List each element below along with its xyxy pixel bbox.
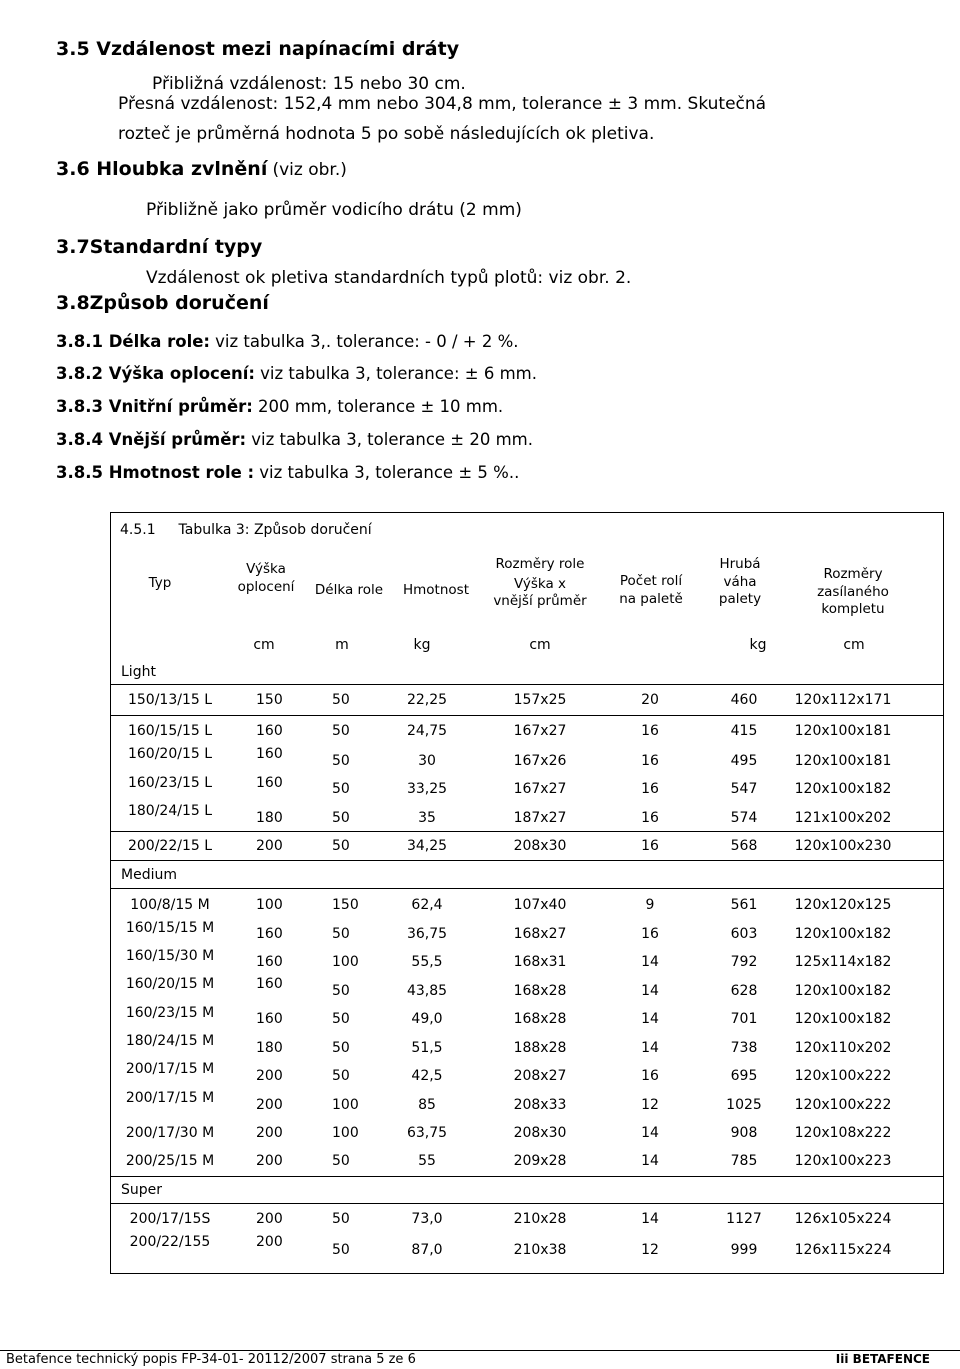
cell-typ: 160/15/30 M [125, 948, 215, 964]
item-3-8-1 [56, 332, 519, 351]
cell-rozmery: 167x27 [513, 781, 567, 797]
cell-hruba: 460 [730, 692, 758, 708]
cell-hmotnost: 55,5 [411, 954, 443, 970]
cell-delka: 50 [332, 692, 350, 708]
cell-vyska: 160 [256, 1011, 283, 1027]
cell-rozmery: 157x25 [513, 692, 567, 708]
item-value: viz tabulka 3,. tolerance: - 0 / + 2 %. [215, 332, 519, 351]
cell-vyska: 160 [256, 954, 283, 970]
cell-vyska: 180 [256, 810, 283, 826]
cell-delka: 50 [332, 926, 350, 942]
cell-typ: 160/20/15 M [125, 976, 215, 992]
cell-rozmery: 188x28 [513, 1040, 567, 1056]
cell-rozmery: 208x30 [513, 1125, 567, 1141]
cell-vyska: 200 [256, 1068, 283, 1084]
cell-hruba: 1025 [726, 1097, 762, 1113]
section-3-6-title: 3.6 Hloubka zvlnění [56, 158, 268, 180]
cell-typ: 200/25/15 M [125, 1153, 215, 1169]
cell-typ: 100/8/15 M [130, 897, 210, 913]
cell-vyska: 200 [256, 1234, 283, 1250]
cell-delka: 50 [332, 1211, 350, 1227]
cell-delka: 50 [332, 1153, 350, 1169]
cell-hruba: 701 [730, 1011, 758, 1027]
unit-rozmery: cm [529, 637, 551, 653]
cell-rozmery: 107x40 [513, 897, 567, 913]
cell-hmotnost: 62,4 [411, 897, 443, 913]
cell-typ: 200/22/155 [129, 1234, 211, 1250]
cell-delka: 50 [332, 810, 350, 826]
cell-hruba: 908 [730, 1125, 758, 1141]
cell-vyska: 160 [256, 976, 283, 992]
col-header-rozmery-line1: Rozměry role [495, 556, 585, 572]
cell-komplet: 121x100x202 [794, 810, 892, 826]
cell-hruba: 547 [730, 781, 758, 797]
item-3-8-2 [56, 364, 537, 383]
section-3-6-heading [56, 158, 347, 180]
cell-komplet: 120x100x222 [794, 1097, 892, 1113]
col-header-rozmery [482, 556, 598, 611]
cell-delka: 100 [332, 954, 359, 970]
col-header-komplet-line3: kompletu [821, 601, 885, 618]
cell-komplet: 120x108x222 [794, 1125, 892, 1141]
cell-rozmery: 167x27 [513, 723, 567, 739]
cell-rozmery: 208x33 [513, 1097, 567, 1113]
cell-pocet: 14 [641, 1125, 659, 1141]
footer-text: Betafence technický popis FP-34-01- 20112/2007 strana 5 ze 6 [6, 1352, 416, 1367]
cell-komplet: 120x100x182 [794, 926, 892, 942]
cell-komplet: 126x115x224 [794, 1242, 892, 1258]
table-caption-number: 4.5.1 [120, 522, 156, 538]
item-value: viz tabulka 3, tolerance ± 20 mm. [251, 430, 533, 449]
footer-logo-text: Iii BETAFENCE [835, 1352, 930, 1366]
table-divider [110, 888, 944, 889]
cell-typ: 160/15/15 L [127, 723, 213, 739]
col-header-delka: Délka role [314, 582, 384, 598]
cell-typ: 180/24/15 M [125, 1033, 215, 1049]
col-header-typ: Typ [148, 575, 172, 591]
category-light: Light [121, 664, 156, 680]
col-header-pocet-line2: na paletě [619, 590, 683, 607]
cell-vyska: 100 [256, 897, 283, 913]
cell-typ: 160/23/15 L [127, 775, 213, 791]
item-label: 3.8.2 Výška oplocení: [56, 364, 256, 383]
cell-hmotnost: 42,5 [411, 1068, 443, 1084]
footer-divider [0, 1350, 960, 1351]
cell-vyska: 160 [256, 926, 283, 942]
cell-delka: 50 [332, 838, 350, 854]
cell-komplet: 120x100x230 [794, 838, 892, 854]
cell-typ: 200/17/30 M [125, 1125, 215, 1141]
unit-hruba: kg [749, 637, 767, 653]
col-header-hruba-line2: váha [723, 573, 757, 590]
cell-hruba: 738 [730, 1040, 758, 1056]
cell-rozmery: 209x28 [513, 1153, 567, 1169]
cell-komplet: 125x114x182 [794, 954, 892, 970]
cell-rozmery: 168x31 [513, 954, 567, 970]
cell-pocet: 14 [641, 1153, 659, 1169]
cell-hruba: 1127 [726, 1211, 762, 1227]
cell-hruba: 785 [730, 1153, 758, 1169]
cell-typ: 200/17/15 M [125, 1090, 215, 1106]
cell-pocet: 14 [641, 1011, 659, 1027]
cell-typ: 200/22/15 L [127, 838, 213, 854]
cell-vyska: 200 [256, 1097, 283, 1113]
cell-hmotnost: 33,25 [406, 781, 448, 797]
cell-komplet: 120x120x125 [794, 897, 892, 913]
cell-komplet: 126x105x224 [794, 1211, 892, 1227]
section-3-8-title: 3.8Způsob doručení [56, 292, 269, 314]
cell-hmotnost: 43,85 [406, 983, 448, 999]
cell-typ: 150/13/15 L [127, 692, 213, 708]
cell-rozmery: 168x28 [513, 1011, 567, 1027]
cell-komplet: 120x110x202 [794, 1040, 892, 1056]
cell-vyska: 160 [256, 723, 283, 739]
cell-pocet: 16 [641, 781, 659, 797]
col-header-vyska-line1: Výška [246, 561, 286, 577]
cell-vyska: 150 [256, 692, 283, 708]
cell-hmotnost: 87,0 [411, 1242, 443, 1258]
cell-pocet: 16 [641, 723, 659, 739]
cell-typ: 160/20/15 L [127, 746, 213, 762]
cell-komplet: 120x112x171 [794, 692, 892, 708]
col-header-hmotnost: Hmotnost [403, 582, 469, 598]
cell-delka: 100 [332, 1097, 359, 1113]
table-divider [110, 1176, 944, 1177]
cell-hmotnost: 36,75 [406, 926, 448, 942]
section-3-5-title: 3.5 Vzdálenost mezi napínacími dráty [56, 38, 460, 60]
item-label: 3.8.4 Vnější průměr: [56, 430, 247, 449]
cell-pocet: 12 [641, 1242, 659, 1258]
cell-delka: 100 [332, 1125, 359, 1141]
cell-vyska: 200 [256, 1211, 283, 1227]
cell-rozmery: 168x28 [513, 983, 567, 999]
cell-hmotnost: 55 [418, 1153, 436, 1169]
table-caption [120, 522, 372, 538]
item-value: 200 mm, tolerance ± 10 mm. [257, 397, 504, 416]
cell-typ: 180/24/15 L [127, 803, 213, 819]
unit-vyska: cm [253, 637, 275, 653]
col-header-vyska-line2: oplocení [237, 578, 295, 595]
cell-komplet: 120x100x181 [794, 723, 892, 739]
cell-pocet: 14 [641, 954, 659, 970]
cell-delka: 150 [332, 897, 359, 913]
cell-hmotnost: 63,75 [406, 1125, 448, 1141]
cell-pocet: 16 [641, 1068, 659, 1084]
cell-pocet: 16 [641, 810, 659, 826]
table-divider [110, 831, 944, 832]
cell-komplet: 120x100x181 [794, 753, 892, 769]
cell-pocet: 16 [641, 838, 659, 854]
cell-typ: 160/23/15 M [125, 1005, 215, 1021]
cell-delka: 50 [332, 723, 350, 739]
cell-hmotnost: 34,25 [406, 838, 448, 854]
cell-vyska: 200 [256, 1125, 283, 1141]
cell-vyska: 160 [256, 746, 283, 762]
cell-rozmery: 168x27 [513, 926, 567, 942]
cell-pocet: 12 [641, 1097, 659, 1113]
section-3-5-line1: Přibližná vzdálenost: 15 nebo 30 cm. [152, 74, 466, 94]
cell-hruba: 415 [730, 723, 758, 739]
cell-vyska: 200 [256, 838, 283, 854]
cell-delka: 50 [332, 1242, 350, 1258]
table-divider [110, 715, 944, 716]
col-header-rozmery-line2: Výška x [513, 575, 567, 592]
cell-hruba: 574 [730, 810, 758, 826]
cell-typ: 160/15/15 M [125, 920, 215, 936]
col-header-komplet-line1: Rozměry [823, 566, 883, 582]
section-3-5-line2: Přesná vzdálenost: 152,4 mm nebo 304,8 mm, tolerance ± 3 mm. Skutečná [118, 94, 767, 114]
table-caption-text: Tabulka 3: Způsob doručení [178, 522, 372, 538]
cell-komplet: 120x100x182 [794, 781, 892, 797]
item-label: 3.8.5 Hmotnost role : [56, 463, 255, 482]
col-header-komplet [786, 566, 920, 619]
table-divider [110, 1203, 944, 1204]
section-3-7-title: 3.7Standardní typy [56, 236, 263, 258]
cell-pocet: 16 [641, 753, 659, 769]
cell-hmotnost: 22,25 [406, 692, 448, 708]
cell-hruba: 495 [730, 753, 758, 769]
cell-komplet: 120x100x223 [794, 1153, 892, 1169]
item-3-8-3 [56, 397, 503, 416]
cell-vyska: 160 [256, 775, 283, 791]
section-3-5-line3: rozteč je průměrná hodnota 5 po sobě následujících ok pletiva. [118, 124, 655, 144]
cell-typ: 200/17/15 M [125, 1061, 215, 1077]
cell-delka: 50 [332, 1040, 350, 1056]
cell-hmotnost: 24,75 [406, 723, 448, 739]
cell-komplet: 120x100x182 [794, 1011, 892, 1027]
cell-hruba: 695 [730, 1068, 758, 1084]
cell-delka: 50 [332, 753, 350, 769]
category-medium: Medium [121, 867, 177, 883]
cell-delka: 50 [332, 983, 350, 999]
item-3-8-5 [56, 463, 519, 482]
col-header-rozmery-line3: vnější průměr [493, 593, 587, 610]
cell-pocet: 14 [641, 983, 659, 999]
cell-hmotnost: 35 [418, 810, 436, 826]
col-header-pocet-line1: Počet rolí [619, 573, 683, 589]
cell-vyska: 200 [256, 1153, 283, 1169]
cell-rozmery: 167x26 [513, 753, 567, 769]
cell-pocet: 16 [641, 926, 659, 942]
item-label: 3.8.1 Délka role: [56, 332, 211, 351]
cell-delka: 50 [332, 1068, 350, 1084]
unit-delka: m [335, 637, 349, 653]
section-3-6-text: Přibližně jako průměr vodicího drátu (2 mm) [146, 200, 522, 220]
cell-pocet: 9 [645, 897, 655, 913]
cell-hruba: 561 [730, 897, 758, 913]
cell-delka: 50 [332, 1011, 350, 1027]
cell-hmotnost: 49,0 [411, 1011, 443, 1027]
cell-hruba: 792 [730, 954, 758, 970]
unit-komplet: cm [843, 637, 865, 653]
col-header-komplet-line2: zasílaného [817, 583, 889, 600]
cell-rozmery: 210x38 [513, 1242, 567, 1258]
col-header-hruba [700, 556, 780, 609]
cell-pocet: 14 [641, 1211, 659, 1227]
cell-delka: 50 [332, 781, 350, 797]
cell-komplet: 120x100x222 [794, 1068, 892, 1084]
cell-rozmery: 187x27 [513, 810, 567, 826]
unit-hmotnost: kg [413, 637, 431, 653]
cell-hruba: 603 [730, 926, 758, 942]
cell-typ: 200/17/15S [129, 1211, 211, 1227]
cell-pocet: 20 [641, 692, 659, 708]
col-header-hruba-line1: Hrubá [719, 556, 761, 572]
cell-hruba: 999 [730, 1242, 758, 1258]
cell-vyska: 180 [256, 1040, 283, 1056]
cell-hmotnost: 30 [418, 753, 436, 769]
item-label: 3.8.3 Vnitřní průměr: [56, 397, 253, 416]
cell-pocet: 14 [641, 1040, 659, 1056]
section-3-7-text: Vzdálenost ok pletiva standardních typů plotů: viz obr. 2. [146, 268, 632, 288]
item-value: viz tabulka 3, tolerance ± 5 %.. [259, 463, 520, 482]
cell-hruba: 628 [730, 983, 758, 999]
cell-hmotnost: 73,0 [411, 1211, 443, 1227]
col-header-pocet [608, 573, 694, 608]
category-super: Super [121, 1182, 163, 1198]
item-3-8-4 [56, 430, 533, 449]
col-header-vyska [226, 561, 306, 596]
cell-hmotnost: 51,5 [411, 1040, 443, 1056]
cell-hruba: 568 [730, 838, 758, 854]
cell-hmotnost: 85 [418, 1097, 436, 1113]
cell-komplet: 120x100x182 [794, 983, 892, 999]
item-value: viz tabulka 3, tolerance: ± 6 mm. [260, 364, 537, 383]
table-divider [110, 684, 944, 685]
table-divider [110, 860, 944, 861]
cell-rozmery: 210x28 [513, 1211, 567, 1227]
cell-rozmery: 208x30 [513, 838, 567, 854]
cell-rozmery: 208x27 [513, 1068, 567, 1084]
section-3-6-note: (viz obr.) [272, 160, 347, 180]
col-header-hruba-line3: palety [718, 591, 762, 608]
